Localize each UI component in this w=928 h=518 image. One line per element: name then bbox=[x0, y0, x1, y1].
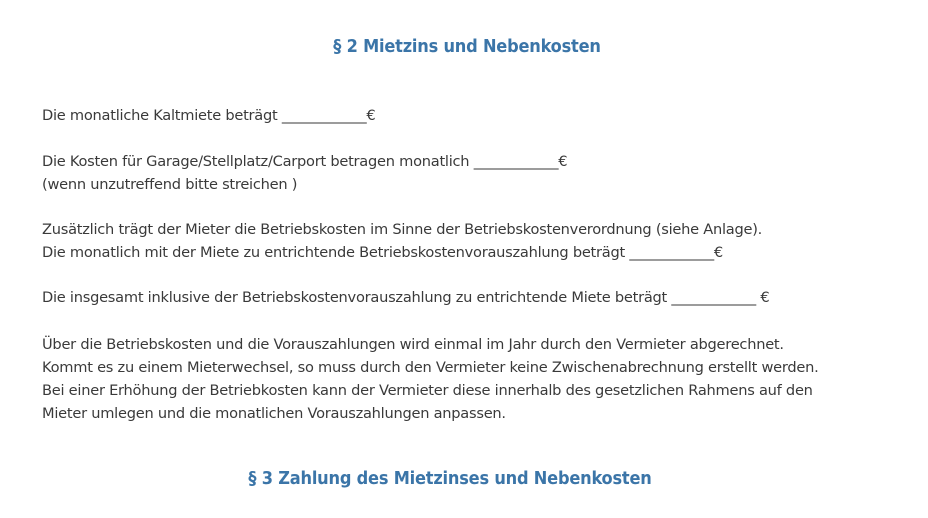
betriebskosten-line-2: Die monatlich mit der Miete zu entrichtende Betriebskostenvorauszahlung beträgt ____________€ bbox=[42, 244, 723, 261]
abrechnung-line-2: Kommt es zu einem Mieterwechsel, so muss durch den Vermieter keine Zwischenabrechnung erstellt werden. bbox=[42, 359, 819, 376]
section-heading-zahlung: § 3 Zahlung des Mietzinses und Nebenkosten bbox=[248, 468, 652, 489]
gesamtmiete-line: Die insgesamt inklusive der Betriebskostenvorauszahlung zu entrichtende Miete beträgt ____________ € bbox=[42, 289, 770, 306]
paragraph-gesamtmiete bbox=[42, 286, 769, 309]
paragraph-kaltmiete bbox=[42, 104, 375, 127]
abrechnung-line-3: Bei einer Erhöhung der Betriebkosten kann der Vermieter diese innerhalb des gesetzlichen Rahmens auf den bbox=[42, 382, 813, 399]
paragraph-garage bbox=[42, 150, 567, 196]
garage-note-line: (wenn unzutreffend bitte streichen ) bbox=[42, 176, 298, 193]
garage-cost-line: Die Kosten für Garage/Stellplatz/Carport betragen monatlich ____________€ bbox=[42, 153, 568, 170]
betriebskosten-line-1: Zusätzlich trägt der Mieter die Betriebskosten im Sinne der Betriebskostenverordnung (siehe Anlage). bbox=[42, 221, 763, 238]
paragraph-abrechnung bbox=[42, 333, 819, 425]
section-heading-mietzins: § 2 Mietzins und Nebenkosten bbox=[333, 36, 601, 57]
abrechnung-line-4: Mieter umlegen und die monatlichen Vorauszahlungen anpassen. bbox=[42, 405, 506, 422]
kaltmiete-line: Die monatliche Kaltmiete beträgt ____________€ bbox=[42, 107, 376, 124]
paragraph-betriebskosten bbox=[42, 218, 762, 264]
abrechnung-line-1: Über die Betriebskosten und die Vorauszahlungen wird einmal im Jahr durch den Vermieter abgerechnet. bbox=[42, 336, 784, 353]
